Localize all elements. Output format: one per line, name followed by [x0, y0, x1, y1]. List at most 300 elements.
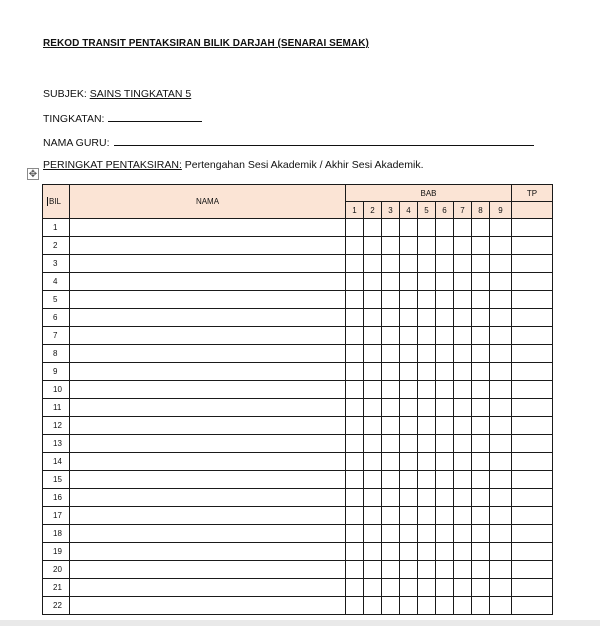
bab-cell[interactable] — [454, 399, 472, 417]
bab-cell[interactable] — [400, 237, 418, 255]
bil-cell[interactable]: 2 — [43, 237, 70, 255]
bab-cell[interactable] — [472, 219, 490, 237]
bab-cell[interactable] — [400, 345, 418, 363]
nama-cell[interactable] — [70, 219, 346, 237]
bab-cell[interactable] — [400, 489, 418, 507]
table-row — [43, 471, 553, 489]
tp-cell[interactable] — [512, 345, 553, 363]
bab-number: 6 — [436, 202, 454, 219]
bab-cell[interactable] — [400, 417, 418, 435]
bil-cell[interactable]: 22 — [43, 597, 70, 615]
bab-cell[interactable] — [490, 363, 512, 381]
bab-cell[interactable] — [364, 345, 382, 363]
bab-cell[interactable] — [418, 273, 436, 291]
bab-cell[interactable] — [454, 417, 472, 435]
bab-cell[interactable] — [400, 255, 418, 273]
bab-cell[interactable] — [400, 327, 418, 345]
bab-cell[interactable] — [364, 561, 382, 579]
bab-cell[interactable] — [436, 579, 454, 597]
bab-cell[interactable] — [400, 507, 418, 525]
nama-cell[interactable] — [70, 417, 346, 435]
nama-cell[interactable] — [70, 435, 346, 453]
bab-cell[interactable] — [400, 597, 418, 615]
bab-cell[interactable] — [436, 417, 454, 435]
bab-cell[interactable] — [436, 291, 454, 309]
bab-cell[interactable] — [382, 435, 400, 453]
bab-cell[interactable] — [472, 597, 490, 615]
table-row — [43, 507, 553, 525]
bab-cell[interactable] — [436, 471, 454, 489]
table-row — [43, 489, 553, 507]
bab-cell[interactable] — [472, 255, 490, 273]
tp-cell[interactable] — [512, 453, 553, 471]
bab-cell[interactable] — [436, 363, 454, 381]
bab-cell[interactable] — [382, 525, 400, 543]
tp-cell[interactable] — [512, 417, 553, 435]
bab-cell[interactable] — [472, 345, 490, 363]
bab-cell[interactable] — [436, 237, 454, 255]
bab-cell[interactable] — [490, 399, 512, 417]
bab-cell[interactable] — [400, 435, 418, 453]
bab-cell[interactable] — [364, 471, 382, 489]
bab-cell[interactable] — [472, 417, 490, 435]
bab-cell[interactable] — [436, 597, 454, 615]
bab-cell[interactable] — [472, 561, 490, 579]
bab-cell[interactable] — [454, 525, 472, 543]
bab-cell[interactable] — [490, 453, 512, 471]
bab-cell[interactable] — [382, 291, 400, 309]
bab-cell[interactable] — [472, 237, 490, 255]
subjek-value: SAINS TINGKATAN 5 — [89, 88, 192, 100]
tp-cell[interactable] — [512, 507, 553, 525]
bab-cell[interactable] — [418, 219, 436, 237]
table-row — [43, 597, 553, 615]
bab-cell[interactable] — [364, 489, 382, 507]
bab-cell[interactable] — [346, 579, 364, 597]
bil-cell[interactable]: 15 — [43, 471, 70, 489]
bil-cell[interactable]: 10 — [43, 381, 70, 399]
bab-cell[interactable] — [436, 381, 454, 399]
bab-cell[interactable] — [472, 273, 490, 291]
bab-cell[interactable] — [418, 327, 436, 345]
bab-cell[interactable] — [418, 309, 436, 327]
bab-cell[interactable] — [400, 453, 418, 471]
tp-cell[interactable] — [512, 489, 553, 507]
bab-cell[interactable] — [364, 597, 382, 615]
bab-cell[interactable] — [400, 309, 418, 327]
bab-cell[interactable] — [472, 489, 490, 507]
tp-cell[interactable] — [512, 327, 553, 345]
bil-cell[interactable]: 7 — [43, 327, 70, 345]
bil-cell[interactable]: 13 — [43, 435, 70, 453]
bab-cell[interactable] — [346, 507, 364, 525]
bab-cell[interactable] — [418, 489, 436, 507]
bil-cell[interactable]: 6 — [43, 309, 70, 327]
bab-cell[interactable] — [472, 507, 490, 525]
bab-cell[interactable] — [364, 327, 382, 345]
tingkatan-blank[interactable] — [108, 111, 202, 122]
bab-cell[interactable] — [346, 327, 364, 345]
bab-cell[interactable] — [472, 435, 490, 453]
bab-cell[interactable] — [454, 561, 472, 579]
bil-cell[interactable]: 8 — [43, 345, 70, 363]
bab-cell[interactable] — [490, 525, 512, 543]
bab-cell[interactable] — [436, 489, 454, 507]
bab-cell[interactable] — [346, 363, 364, 381]
bab-cell[interactable] — [472, 471, 490, 489]
bab-cell[interactable] — [382, 543, 400, 561]
bab-cell[interactable] — [490, 507, 512, 525]
bab-cell[interactable] — [436, 327, 454, 345]
nama-cell[interactable] — [70, 543, 346, 561]
nama-cell[interactable] — [70, 525, 346, 543]
table-row — [43, 561, 553, 579]
bab-cell[interactable] — [472, 543, 490, 561]
table-row — [43, 399, 553, 417]
bab-cell[interactable] — [454, 579, 472, 597]
nama-cell[interactable] — [70, 309, 346, 327]
tp-cell[interactable] — [512, 291, 553, 309]
bab-cell[interactable] — [490, 435, 512, 453]
bab-cell[interactable] — [382, 453, 400, 471]
bab-cell[interactable] — [490, 345, 512, 363]
bab-cell[interactable] — [382, 273, 400, 291]
bab-cell[interactable] — [400, 381, 418, 399]
bab-cell[interactable] — [472, 363, 490, 381]
nama-cell[interactable] — [70, 345, 346, 363]
bab-cell[interactable] — [346, 237, 364, 255]
bab-cell[interactable] — [490, 561, 512, 579]
bab-cell[interactable] — [436, 453, 454, 471]
bab-cell[interactable] — [490, 273, 512, 291]
bab-cell[interactable] — [382, 363, 400, 381]
bab-number: 1 — [346, 202, 364, 219]
bab-cell[interactable] — [472, 381, 490, 399]
nama-cell[interactable] — [70, 327, 346, 345]
bab-cell[interactable] — [346, 255, 364, 273]
table-row — [43, 345, 553, 363]
nama-cell[interactable] — [70, 579, 346, 597]
bab-cell[interactable] — [346, 453, 364, 471]
bab-cell[interactable] — [346, 273, 364, 291]
bab-cell[interactable] — [382, 417, 400, 435]
table-row — [43, 363, 553, 381]
nama-cell[interactable] — [70, 471, 346, 489]
bab-cell[interactable] — [454, 597, 472, 615]
table-row — [43, 579, 553, 597]
guru-blank[interactable] — [114, 135, 534, 146]
bab-cell[interactable] — [400, 471, 418, 489]
bab-cell[interactable] — [382, 327, 400, 345]
guru-line — [43, 135, 534, 149]
tp-cell[interactable] — [512, 273, 553, 291]
bab-cell[interactable] — [472, 525, 490, 543]
bab-cell[interactable] — [400, 561, 418, 579]
bab-number: 4 — [400, 202, 418, 219]
bab-cell[interactable] — [418, 597, 436, 615]
tp-cell[interactable] — [512, 255, 553, 273]
bil-cell[interactable]: 19 — [43, 543, 70, 561]
bab-cell[interactable] — [364, 273, 382, 291]
bab-cell[interactable] — [400, 219, 418, 237]
bab-cell[interactable] — [400, 399, 418, 417]
assessment-table — [42, 184, 553, 615]
bil-cell[interactable]: 4 — [43, 273, 70, 291]
tp-cell[interactable] — [512, 579, 553, 597]
bab-cell[interactable] — [418, 417, 436, 435]
bab-cell[interactable] — [454, 291, 472, 309]
nama-cell[interactable] — [70, 291, 346, 309]
bab-cell[interactable] — [472, 399, 490, 417]
bab-cell[interactable] — [454, 345, 472, 363]
bab-cell[interactable] — [346, 543, 364, 561]
bab-cell[interactable] — [364, 237, 382, 255]
tp-cell[interactable] — [512, 309, 553, 327]
tp-cell[interactable] — [512, 435, 553, 453]
bab-cell[interactable] — [400, 291, 418, 309]
bab-cell[interactable] — [382, 345, 400, 363]
table-row — [43, 417, 553, 435]
bil-cell[interactable]: 21 — [43, 579, 70, 597]
nama-cell[interactable] — [70, 399, 346, 417]
bil-cell[interactable]: 11 — [43, 399, 70, 417]
bab-cell[interactable] — [418, 525, 436, 543]
bab-cell[interactable] — [346, 525, 364, 543]
bab-cell[interactable] — [418, 561, 436, 579]
bab-cell[interactable] — [436, 219, 454, 237]
bab-cell[interactable] — [472, 579, 490, 597]
tp-cell[interactable] — [512, 237, 553, 255]
bab-cell[interactable] — [454, 471, 472, 489]
bab-cell[interactable] — [346, 561, 364, 579]
bab-cell[interactable] — [382, 399, 400, 417]
bab-cell[interactable] — [418, 381, 436, 399]
bab-cell[interactable] — [346, 291, 364, 309]
subjek-label: SUBJEK: — [43, 88, 87, 100]
tp-cell[interactable] — [512, 219, 553, 237]
bab-cell[interactable] — [454, 219, 472, 237]
table-row — [43, 435, 553, 453]
bab-cell[interactable] — [382, 507, 400, 525]
bab-number: 2 — [364, 202, 382, 219]
bab-cell[interactable] — [418, 471, 436, 489]
bab-cell[interactable] — [490, 471, 512, 489]
nama-cell[interactable] — [70, 237, 346, 255]
bab-cell[interactable] — [400, 363, 418, 381]
bab-cell[interactable] — [490, 291, 512, 309]
bab-cell[interactable] — [436, 525, 454, 543]
bab-cell[interactable] — [346, 417, 364, 435]
bab-cell[interactable] — [454, 237, 472, 255]
bab-cell[interactable] — [400, 525, 418, 543]
nama-cell[interactable] — [70, 561, 346, 579]
bab-cell[interactable] — [400, 543, 418, 561]
bab-cell[interactable] — [346, 309, 364, 327]
bab-cell[interactable] — [418, 345, 436, 363]
bab-cell[interactable] — [364, 579, 382, 597]
bab-cell[interactable] — [490, 543, 512, 561]
bab-cell[interactable] — [436, 255, 454, 273]
bab-cell[interactable] — [418, 543, 436, 561]
table-row — [43, 309, 553, 327]
bab-cell[interactable] — [436, 561, 454, 579]
nama-cell[interactable] — [70, 273, 346, 291]
move-cross-icon[interactable]: ✥ — [28, 169, 38, 180]
bab-cell[interactable] — [472, 309, 490, 327]
bab-cell[interactable] — [436, 543, 454, 561]
bil-cell[interactable]: 5 — [43, 291, 70, 309]
bab-cell[interactable] — [454, 489, 472, 507]
bab-cell[interactable] — [490, 309, 512, 327]
bab-cell[interactable] — [400, 579, 418, 597]
bab-cell[interactable] — [364, 309, 382, 327]
bab-cell[interactable] — [490, 381, 512, 399]
bab-cell[interactable] — [490, 255, 512, 273]
tp-cell[interactable] — [512, 525, 553, 543]
tp-cell[interactable] — [512, 381, 553, 399]
bab-number: 9 — [490, 202, 512, 219]
bab-cell[interactable] — [346, 597, 364, 615]
bab-cell[interactable] — [382, 489, 400, 507]
bab-cell[interactable] — [454, 435, 472, 453]
bil-cell[interactable]: 14 — [43, 453, 70, 471]
table-row — [43, 543, 553, 561]
bab-cell[interactable] — [490, 237, 512, 255]
bab-cell[interactable] — [490, 489, 512, 507]
bab-cell[interactable] — [364, 381, 382, 399]
bab-cell[interactable] — [454, 507, 472, 525]
bab-cell[interactable] — [472, 291, 490, 309]
bab-cell[interactable] — [436, 309, 454, 327]
bab-cell[interactable] — [346, 435, 364, 453]
bil-cell[interactable]: 12 — [43, 417, 70, 435]
bab-cell[interactable] — [418, 579, 436, 597]
bil-cell[interactable]: 18 — [43, 525, 70, 543]
bab-cell[interactable] — [400, 273, 418, 291]
bab-cell[interactable] — [382, 219, 400, 237]
bab-cell[interactable] — [364, 507, 382, 525]
tingkatan-line — [43, 111, 202, 125]
tp-cell[interactable] — [512, 363, 553, 381]
bil-cell[interactable]: 20 — [43, 561, 70, 579]
bab-cell[interactable] — [382, 381, 400, 399]
bab-cell[interactable] — [418, 291, 436, 309]
bab-cell[interactable] — [490, 597, 512, 615]
bab-cell[interactable] — [436, 435, 454, 453]
bab-cell[interactable] — [382, 471, 400, 489]
bil-cell[interactable]: 3 — [43, 255, 70, 273]
bil-cell[interactable]: 16 — [43, 489, 70, 507]
guru-label: NAMA GURU: — [43, 137, 110, 149]
bab-cell[interactable] — [418, 237, 436, 255]
bab-cell[interactable] — [454, 453, 472, 471]
bab-cell[interactable] — [382, 561, 400, 579]
bab-cell[interactable] — [346, 345, 364, 363]
bab-cell[interactable] — [364, 417, 382, 435]
nama-cell[interactable] — [70, 381, 346, 399]
document-title: REKOD TRANSIT PENTAKSIRAN BILIK DARJAH (SENARAI SEMAK) — [43, 38, 369, 49]
bab-cell[interactable] — [364, 363, 382, 381]
bil-cell[interactable]: 1 — [43, 219, 70, 237]
tp-cell[interactable] — [512, 597, 553, 615]
bab-cell[interactable] — [436, 399, 454, 417]
bab-cell[interactable] — [346, 489, 364, 507]
bab-cell[interactable] — [382, 255, 400, 273]
bab-cell[interactable] — [490, 327, 512, 345]
text-cursor — [47, 197, 48, 206]
nama-cell[interactable] — [70, 453, 346, 471]
subjek-line — [43, 88, 191, 100]
tp-cell[interactable] — [512, 399, 553, 417]
bab-cell[interactable] — [454, 273, 472, 291]
bab-cell[interactable] — [382, 309, 400, 327]
bab-cell[interactable] — [418, 363, 436, 381]
bab-cell[interactable] — [382, 597, 400, 615]
bab-cell[interactable] — [490, 579, 512, 597]
bab-cell[interactable] — [418, 435, 436, 453]
nama-cell[interactable] — [70, 597, 346, 615]
bab-cell[interactable] — [490, 219, 512, 237]
bab-cell[interactable] — [364, 219, 382, 237]
table-row — [43, 273, 553, 291]
bab-cell[interactable] — [418, 399, 436, 417]
table-row — [43, 255, 553, 273]
bab-cell[interactable] — [346, 219, 364, 237]
bab-cell[interactable] — [364, 291, 382, 309]
bab-cell[interactable] — [454, 255, 472, 273]
table-row — [43, 381, 553, 399]
table-row — [43, 327, 553, 345]
bab-cell[interactable] — [364, 453, 382, 471]
table-row — [43, 453, 553, 471]
bab-cell[interactable] — [364, 435, 382, 453]
bab-cell[interactable] — [364, 525, 382, 543]
bil-cell[interactable]: 17 — [43, 507, 70, 525]
bab-cell[interactable] — [364, 399, 382, 417]
bab-cell[interactable] — [436, 507, 454, 525]
peringkat-line — [43, 159, 424, 171]
bab-cell[interactable] — [472, 327, 490, 345]
bab-cell[interactable] — [454, 363, 472, 381]
bab-cell[interactable] — [490, 417, 512, 435]
nama-cell[interactable] — [70, 363, 346, 381]
bab-cell[interactable] — [346, 399, 364, 417]
bab-cell[interactable] — [382, 579, 400, 597]
bab-cell[interactable] — [346, 381, 364, 399]
bab-cell[interactable] — [454, 327, 472, 345]
bab-cell[interactable] — [418, 453, 436, 471]
bab-cell[interactable] — [454, 309, 472, 327]
bab-cell[interactable] — [436, 345, 454, 363]
tp-cell[interactable] — [512, 543, 553, 561]
bab-cell[interactable] — [454, 543, 472, 561]
nama-cell[interactable] — [70, 255, 346, 273]
tp-cell[interactable] — [512, 561, 553, 579]
bab-cell[interactable] — [364, 255, 382, 273]
bil-cell[interactable]: 9 — [43, 363, 70, 381]
nama-cell[interactable] — [70, 489, 346, 507]
bab-cell[interactable] — [418, 507, 436, 525]
bab-cell[interactable] — [454, 381, 472, 399]
bab-cell[interactable] — [346, 471, 364, 489]
nama-cell[interactable] — [70, 507, 346, 525]
bab-cell[interactable] — [364, 543, 382, 561]
tp-cell[interactable] — [512, 471, 553, 489]
bab-cell[interactable] — [472, 453, 490, 471]
bab-cell[interactable] — [418, 255, 436, 273]
bab-cell[interactable] — [436, 273, 454, 291]
bab-cell[interactable] — [382, 237, 400, 255]
